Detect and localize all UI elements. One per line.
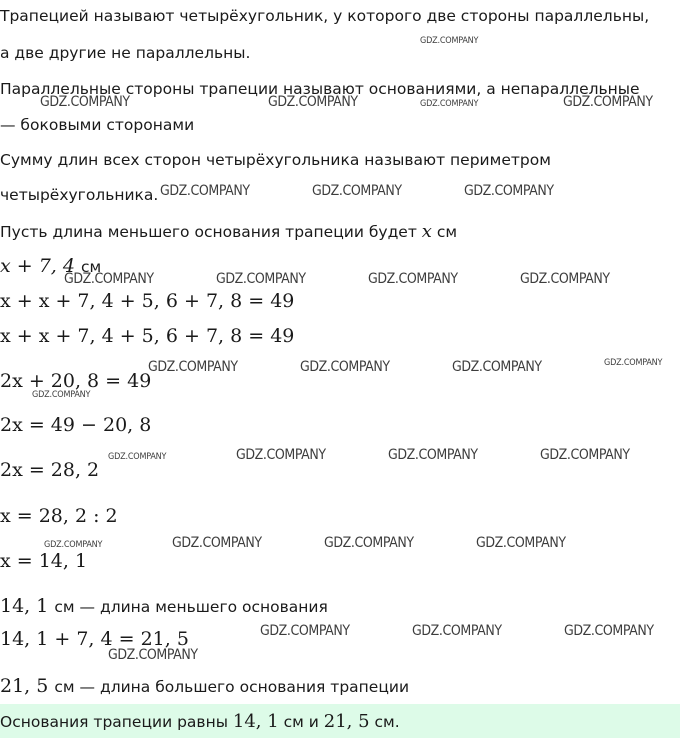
watermark: GDZ.COMPANY [148, 359, 238, 375]
bases-definition-line-1: Параллельные стороны трапеции называют основаниями, а непараллельные [0, 80, 640, 98]
watermark: GDZ.COMPANY [44, 540, 103, 550]
equation-6: x = 28, 2 : 2 [0, 505, 118, 527]
watermark: GDZ.COMPANY [420, 99, 479, 109]
watermark: GDZ.COMPANY [108, 452, 167, 462]
watermark: GDZ.COMPANY [368, 271, 458, 287]
watermark: GDZ.COMPANY [300, 359, 390, 375]
watermark: GDZ.COMPANY [564, 623, 654, 639]
watermark: GDZ.COMPANY [420, 36, 479, 46]
definition-line-1: Трапецией называют четырёхугольник, у которого две стороны параллельны, [0, 7, 650, 25]
watermark: GDZ.COMPANY [464, 183, 554, 199]
equation-5: 2x = 28, 2 [0, 459, 100, 481]
watermark: GDZ.COMPANY [40, 94, 130, 110]
equation-2: x + x + 7, 4 + 5, 6 + 7, 8 = 49 [0, 325, 295, 347]
watermark: GDZ.COMPANY [324, 535, 414, 551]
watermark: GDZ.COMPANY [108, 647, 198, 663]
equation-4: 2x = 49 − 20, 8 [0, 414, 152, 436]
variable-x: x [421, 221, 432, 242]
equation-8: 14, 1 + 7, 4 = 21, 5 [0, 628, 189, 650]
perimeter-definition-line-1: Сумму длин всех сторон четырёхугольника называют периметром [0, 151, 551, 169]
let-statement: Пусть длина меньшего основания трапеции будет x см [0, 221, 458, 242]
watermark: GDZ.COMPANY [312, 183, 402, 199]
watermark: GDZ.COMPANY [604, 358, 663, 368]
equation-3: 2x + 20, 8 = 49 [0, 370, 152, 392]
watermark: GDZ.COMPANY [236, 447, 326, 463]
equation-1: x + x + 7, 4 + 5, 6 + 7, 8 = 49 [0, 290, 295, 312]
larger-base-result: 21, 5 см — длина большего основания трапеции [0, 675, 410, 697]
expr-larger-base: x + 7, 4 см [0, 255, 102, 277]
perimeter-definition-line-2: четырёхугольника. [0, 186, 159, 204]
watermark: GDZ.COMPANY [476, 535, 566, 551]
watermark: GDZ.COMPANY [32, 390, 91, 400]
watermark: GDZ.COMPANY [172, 535, 262, 551]
watermark: GDZ.COMPANY [388, 447, 478, 463]
watermark: GDZ.COMPANY [268, 94, 358, 110]
watermark: GDZ.COMPANY [160, 183, 250, 199]
definition-line-2: а две другие не параллельны. [0, 44, 251, 62]
watermark: GDZ.COMPANY [563, 94, 653, 110]
watermark: GDZ.COMPANY [520, 271, 610, 287]
watermark: GDZ.COMPANY [452, 359, 542, 375]
answer-text: Основания трапеции равны 14, 1 см и 21, 5 см. [0, 711, 400, 732]
watermark: GDZ.COMPANY [216, 271, 306, 287]
watermark: GDZ.COMPANY [260, 623, 350, 639]
equation-7: x = 14, 1 [0, 550, 88, 572]
watermark: GDZ.COMPANY [540, 447, 630, 463]
watermark: GDZ.COMPANY [412, 623, 502, 639]
smaller-base-result: 14, 1 см — длина меньшего основания [0, 595, 328, 617]
watermark: GDZ.COMPANY [64, 271, 154, 287]
bases-definition-line-2: — боковыми сторонами [0, 116, 195, 134]
